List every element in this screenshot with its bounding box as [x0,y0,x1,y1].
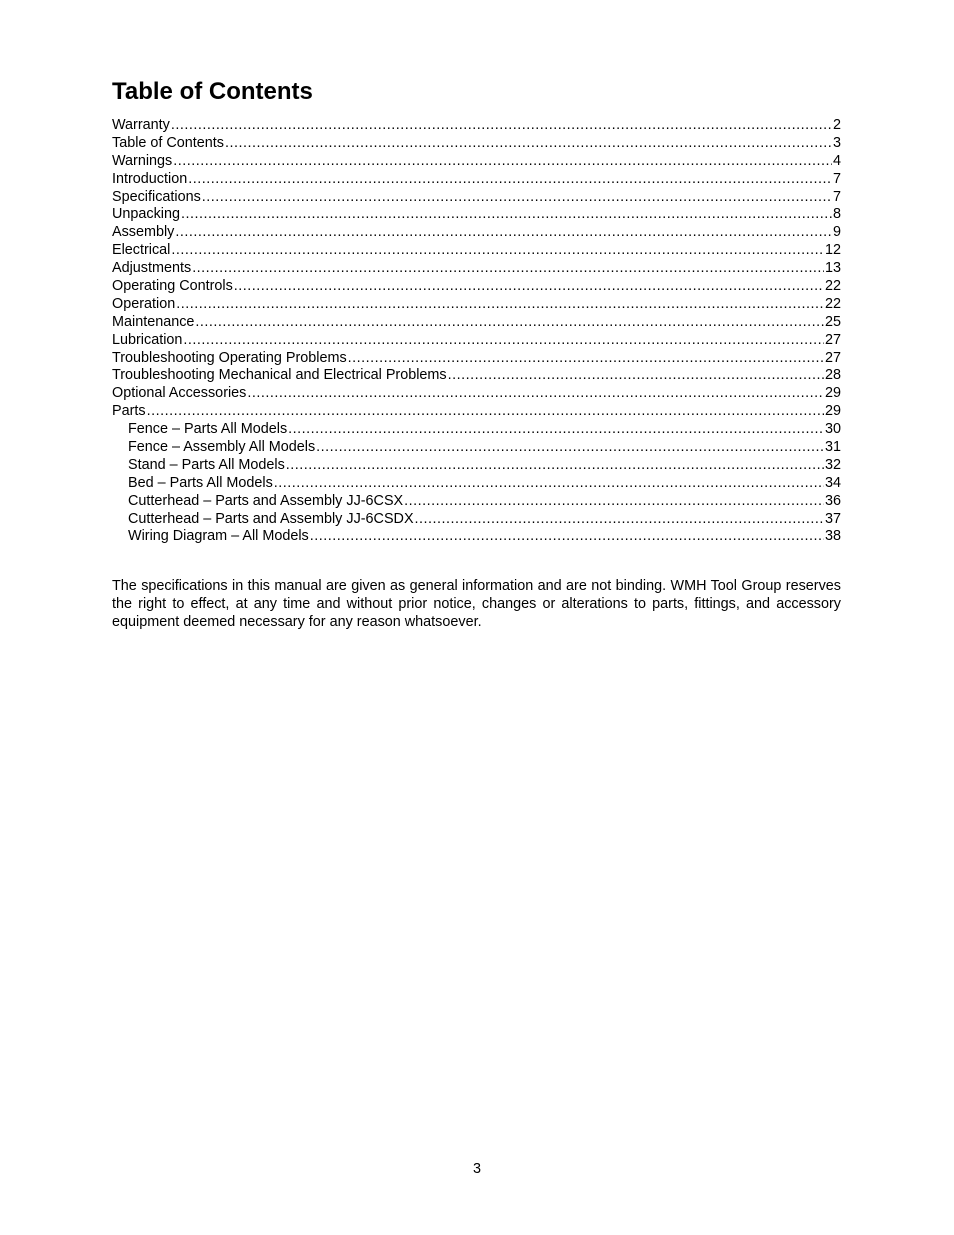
toc-dot-leader [234,278,824,296]
toc-dot-leader [175,224,832,242]
toc-subentry[interactable] [112,475,841,493]
toc-entry-label: Optional Accessories [112,385,247,402]
toc-entry-page: 4 [832,152,841,169]
toc-entry-label: Warnings [112,152,173,169]
toc-entry-page: 34 [824,474,841,491]
toc-entry-label: Adjustments [112,260,192,277]
toc-entry-label: Cutterhead – Parts and Assembly JJ-6CSDX [128,510,414,527]
toc-entry[interactable] [112,171,841,189]
toc-dot-leader [316,439,824,457]
toc-subentry[interactable] [112,511,841,529]
toc-entry-label: Troubleshooting Mechanical and Electrical Problems [112,367,447,384]
toc-dot-leader [183,332,824,350]
toc-entry[interactable] [112,278,841,296]
toc-dot-leader [404,493,824,511]
toc-entry-page: 13 [824,260,841,277]
toc-entry-page: 28 [824,367,841,384]
toc-dot-leader [181,206,832,224]
toc-entry[interactable] [112,117,841,135]
toc-dot-leader [192,260,824,278]
toc-dot-leader [415,511,824,529]
toc-entry-label: Introduction [112,170,188,187]
toc-entry[interactable] [112,314,841,332]
toc-entry-label: Fence – Parts All Models [128,421,288,438]
toc-dot-leader [188,171,832,189]
toc-subentry[interactable] [112,528,841,546]
toc-entry-label: Specifications [112,188,201,205]
toc-dot-leader [147,403,824,421]
toc-dot-leader [176,296,824,314]
toc-dot-leader [225,135,832,153]
toc-entry-label: Wiring Diagram – All Models [128,528,309,545]
toc-entry-page: 7 [832,170,841,187]
toc-entry-page: 32 [824,456,841,473]
toc-entry-label: Operating Controls [112,278,233,295]
toc-entry[interactable] [112,260,841,278]
toc-entry-page: 8 [832,206,841,223]
toc-entry-page: 2 [832,117,841,133]
toc-dot-leader [310,528,824,546]
toc-dot-leader [286,457,824,475]
toc-entry[interactable] [112,189,841,207]
toc-subentry[interactable] [112,457,841,475]
toc-entry[interactable] [112,135,841,153]
toc-subentry[interactable] [112,421,841,439]
toc-entry-label: Warranty [112,117,170,133]
toc-entry-label: Maintenance [112,313,195,330]
toc-entry-page: 29 [824,403,841,420]
toc-entry[interactable] [112,296,841,314]
toc-entry-label: Unpacking [112,206,180,223]
toc-subentry[interactable] [112,439,841,457]
page-title: Table of Contents [112,78,313,105]
toc-entry-label: Operation [112,295,176,312]
toc-dot-leader [202,189,832,207]
toc-entry-page: 22 [824,295,841,312]
toc-entry-page: 25 [824,313,841,330]
toc-entry-label: Assembly [112,224,175,241]
toc-entry[interactable] [112,367,841,385]
toc-dot-leader [247,385,824,403]
toc-dot-leader [171,117,832,135]
toc-entry-page: 37 [824,510,841,527]
toc-dot-leader [288,421,824,439]
toc-entry[interactable] [112,224,841,242]
toc-subentry[interactable] [112,493,841,511]
toc-entry-label: Electrical [112,242,171,259]
toc-dot-leader [348,350,824,368]
toc-entry-page: 30 [824,421,841,438]
toc-entry-page: 9 [832,224,841,241]
toc-entry[interactable] [112,350,841,368]
toc-entry-page: 29 [824,385,841,402]
toc-dot-leader [274,475,824,493]
toc-entry-page: 27 [824,331,841,348]
toc-entry-page: 31 [824,439,841,456]
toc-entry[interactable] [112,153,841,171]
toc-dot-leader [171,242,824,260]
toc-entry[interactable] [112,242,841,260]
toc-entry-page: 38 [824,528,841,545]
toc-entry-label: Parts [112,403,146,420]
toc-entry-label: Bed – Parts All Models [128,474,273,491]
toc-entry-page: 3 [832,134,841,151]
toc-entry[interactable] [112,206,841,224]
toc-entry-page: 22 [824,278,841,295]
toc-entry[interactable] [112,385,841,403]
toc-entry-label: Lubrication [112,331,183,348]
toc-entry-page: 7 [832,188,841,205]
toc-entry-label: Stand – Parts All Models [128,456,285,473]
toc-entry-page: 27 [824,349,841,366]
toc-entry-label: Troubleshooting Operating Problems [112,349,347,366]
toc-dot-leader [195,314,824,332]
toc-entry-page: 36 [824,492,841,509]
page-number: 3 [472,1161,481,1177]
toc-entry-label: Cutterhead – Parts and Assembly JJ-6CSX [128,492,404,509]
table-of-contents [112,117,841,546]
toc-entry-label: Fence – Assembly All Models [128,439,316,456]
toc-dot-leader [173,153,832,171]
toc-entry[interactable] [112,332,841,350]
toc-entry[interactable] [112,403,841,421]
toc-dot-leader [448,367,824,385]
toc-entry-label: Table of Contents [112,134,224,151]
disclaimer-paragraph: The specifications in this manual are given as general information and are not binding. WMH Tool Group reserves the right to effect, at any time and without prior notice, changes or alterations to parts, fittings, and accessory equipment deemed necessary for any reason whatsoever. [112,578,841,630]
toc-entry-page: 12 [824,242,841,259]
